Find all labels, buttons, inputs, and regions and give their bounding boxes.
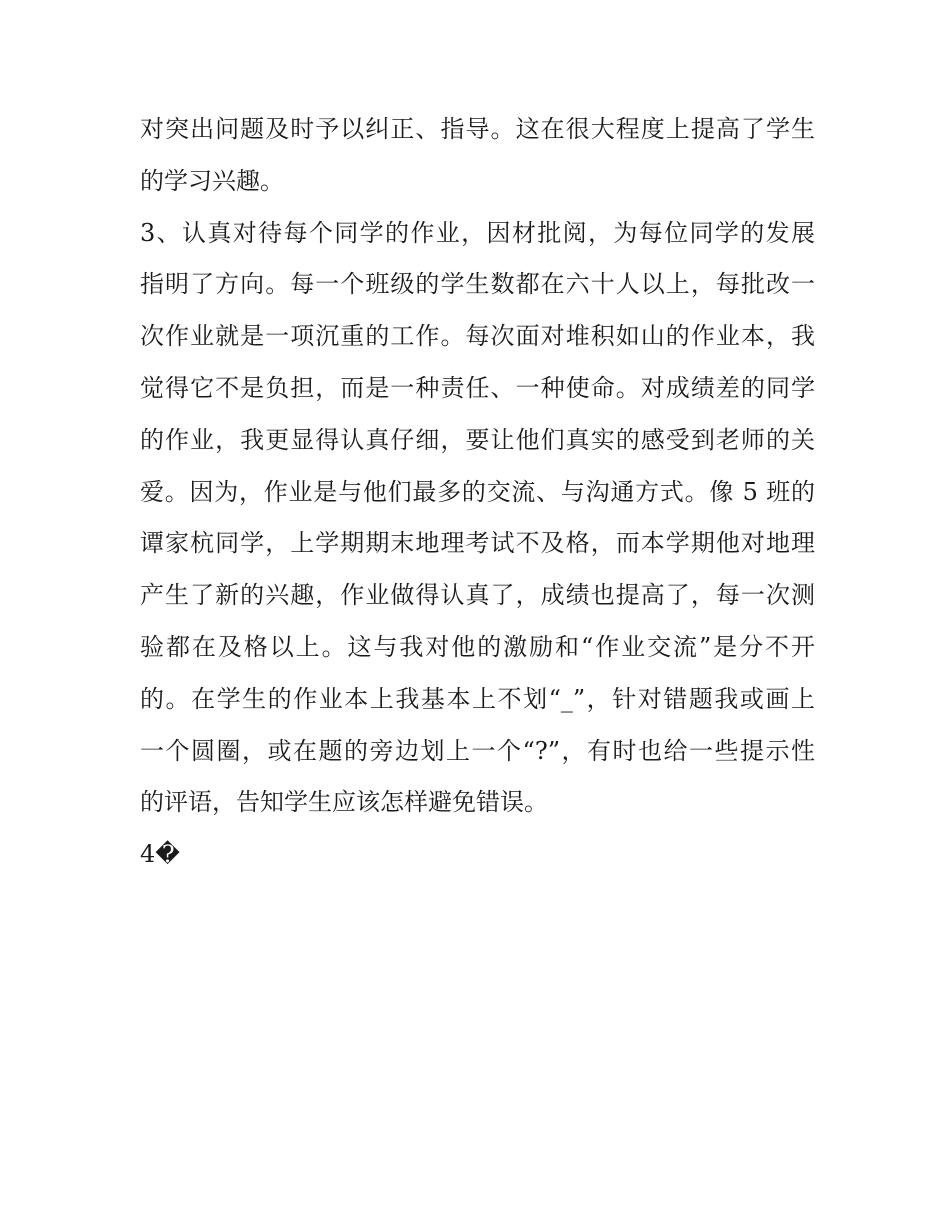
text-line: 爱。因为，作业是与他们最多的交流、与沟通方式。像 5 班的: [140, 477, 815, 506]
text-line: 验都在及格以上。这与我对他的激励和“作业交流”是分不开: [140, 632, 815, 661]
text-line: 谭家杭同学，上学期期末地理考试不及格，而本学期他对地理: [140, 529, 815, 558]
text-line: 4�: [140, 840, 180, 869]
text-line: 的评语，告知学生应该怎样避免错误。: [140, 788, 548, 817]
text-line: 3、认真对待每个同学的作业，因材批阅，为每位同学的发展: [140, 218, 815, 247]
text-line: 的学习兴趣。: [140, 166, 284, 195]
text-line: 的作业，我更显得认真仔细，要让他们真实的感受到老师的关: [140, 425, 815, 454]
text-line: 产生了新的兴趣，作业做得认真了，成绩也提高了，每一次测: [140, 581, 815, 610]
text-line: 的。在学生的作业本上我基本上不划“_”，针对错题我或画上: [140, 684, 815, 713]
text-line: 指明了方向。每一个班级的学生数都在六十人以上，每批改一: [140, 270, 815, 299]
body-text: [140, 107, 815, 884]
text-line: 对突出问题及时予以纠正、指导。这在很大程度上提高了学生: [140, 115, 815, 143]
text-line: 觉得它不是负担，而是一种责任、一种使命。对成绩差的同学: [140, 373, 815, 402]
text-line: 一个圆圈，或在题的旁边划上一个“?”，有时也给一些提示性: [140, 736, 815, 765]
text-line: 次作业就是一项沉重的工作。每次面对堆积如山的作业本，我: [140, 322, 815, 351]
